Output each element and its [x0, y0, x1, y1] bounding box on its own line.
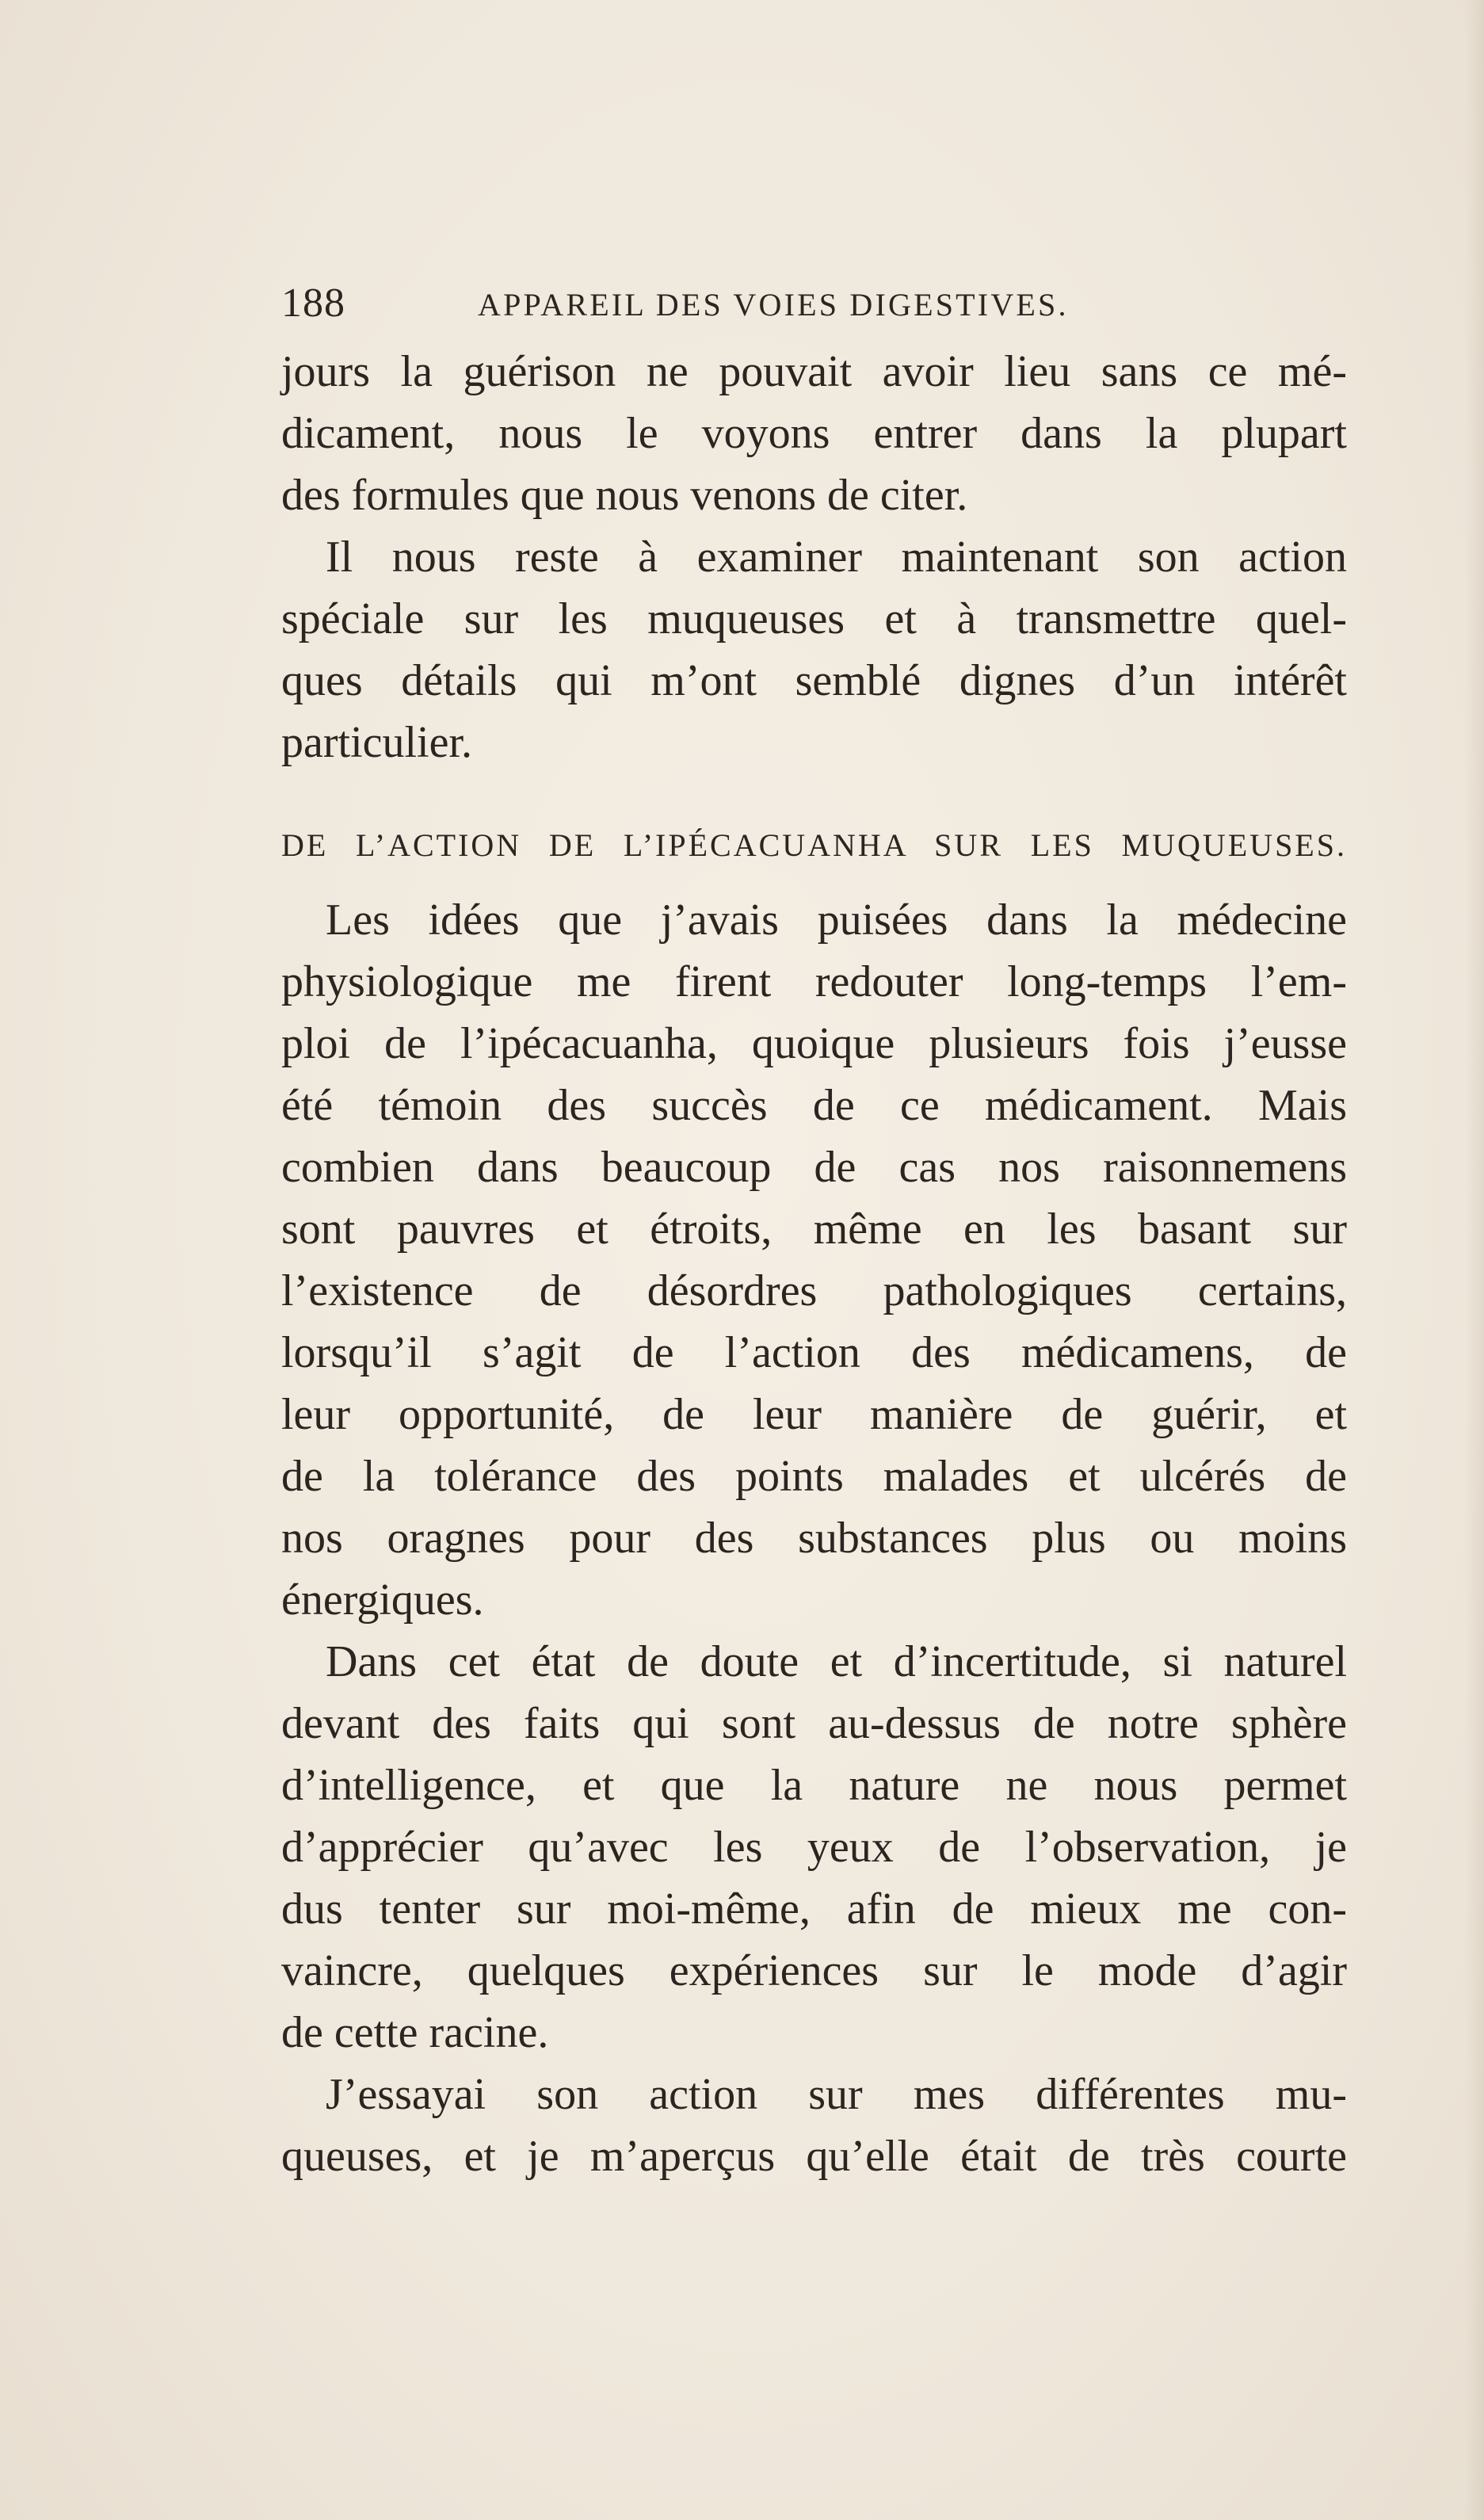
paragraph: [281, 1631, 1347, 2064]
text-line: queuses, et je m’aperçus qu’elle était de très courte: [281, 2132, 1347, 2181]
text-line: Les idées que j’avais puisées dans la médecine: [326, 895, 1347, 945]
paragraph: [281, 341, 1347, 526]
page-edge-shadow: [1465, 0, 1484, 2520]
text-line: de cette racine.: [281, 2008, 549, 2057]
text-line: dicament, nous le voyons entrer dans la plupart: [281, 409, 1347, 458]
paragraph: [281, 889, 1347, 1631]
text-line: jours la guérison ne pouvait avoir lieu sans ce mé-: [281, 347, 1347, 396]
running-head: APPAREIL DES VOIES DIGESTIVES.: [478, 287, 1069, 323]
text-line: dus tenter sur moi-même, afin de mieux me con-: [281, 1884, 1347, 1934]
text-line: d’apprécier qu’avec les yeux de l’observation, je: [281, 1823, 1347, 1872]
text-line: Dans cet état de doute et d’incertitude, si naturel: [326, 1637, 1347, 1686]
text-line: d’intelligence, et que la nature ne nous permet: [281, 1761, 1347, 1810]
text-line: J’essayai son action sur mes différentes mu-: [326, 2070, 1347, 2119]
page-number: 188: [281, 281, 345, 326]
text-line: de la tolérance des points malades et ulcérés de: [281, 1452, 1347, 1501]
text-line: physiologique me firent redouter long-temps l’em-: [281, 957, 1347, 1006]
text-line: combien dans beaucoup de cas nos raisonnemens: [281, 1143, 1347, 1192]
text-line: devant des faits qui sont au-dessus de notre sphère: [281, 1699, 1347, 1748]
text-line: leur opportunité, de leur manière de guérir, et: [281, 1390, 1347, 1439]
text-line: particulier.: [281, 718, 473, 767]
text-line: spéciale sur les muqueuses et à transmettre quel-: [281, 594, 1347, 643]
section-title: DE L’ACTION DE L’IPÉCACUANHA SUR LES MUQUEUSES.: [281, 827, 1347, 863]
text-line: des formules que nous venons de citer.: [281, 471, 968, 520]
text-line: l’existence de désordres pathologiques certains,: [281, 1266, 1347, 1315]
text-line: énergiques.: [281, 1575, 484, 1625]
text-line: nos oragnes pour des substances plus ou moins: [281, 1514, 1347, 1563]
page-header: [281, 276, 1347, 331]
paragraph: [281, 2064, 1347, 2187]
paragraph: [281, 526, 1347, 773]
text-line: Il nous reste à examiner maintenant son action: [326, 533, 1347, 582]
text-line: ques détails qui m’ont semblé dignes d’un intérêt: [281, 656, 1347, 705]
text-line: sont pauvres et étroits, même en les basant sur: [281, 1205, 1347, 1254]
text-line: vaincre, quelques expériences sur le mode d’agir: [281, 1946, 1347, 1995]
text-line: lorsqu’il s’agit de l’action des médicamens, de: [281, 1328, 1347, 1377]
text-line: ploi de l’ipécacuanha, quoique plusieurs fois j’eusse: [281, 1019, 1347, 1068]
text-line: été témoin des succès de ce médicament. Mais: [281, 1081, 1347, 1130]
body-text: [281, 341, 1347, 2187]
